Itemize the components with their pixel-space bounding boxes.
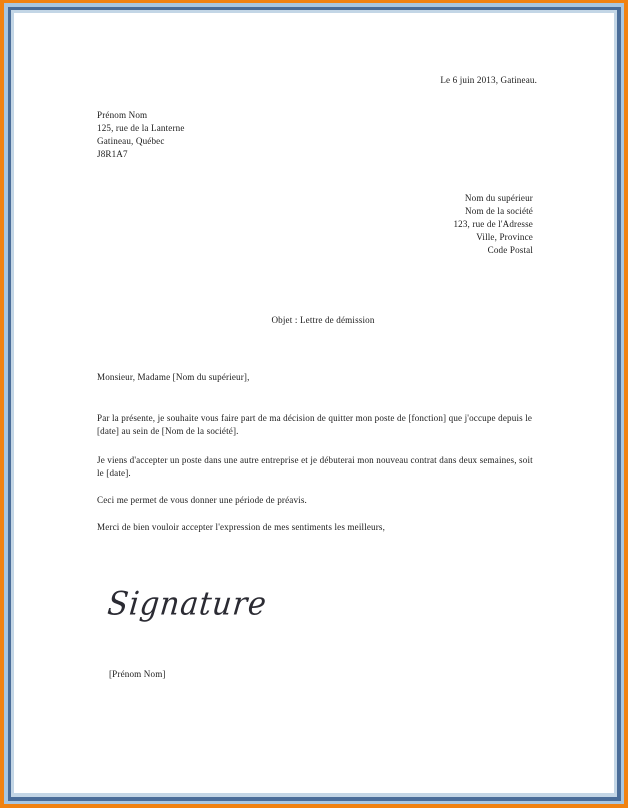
recipient-name: Nom du supérieur: [464, 193, 533, 203]
recipient-postal-code: Code Postal: [487, 244, 533, 255]
recipient-company: Nom de la société: [465, 205, 533, 216]
recipient-street: 123, rue de l'Adresse: [453, 218, 533, 229]
salutation-line: Monsieur, Madame [Nom du supérieur],: [97, 372, 250, 382]
signatory-name: [Prénom Nom]: [109, 669, 166, 679]
sender-postal-code: J8R1A7: [97, 148, 128, 159]
sender-street: 125, rue de la Lanterne: [97, 122, 185, 133]
recipient-address-block: [14, 192, 533, 257]
sender-city-province: Gatineau, Québec: [97, 135, 165, 146]
sender-address-block: [97, 109, 397, 161]
date-line: Le 6 juin 2013, Gatineau.: [440, 75, 537, 85]
paragraph-1: Par la présente, je souhaite vous faire part de ma décision de quitter mon poste de [fonction] que j'occupe depuis le [date] au sein de [Nom de la société].: [97, 413, 533, 436]
letter-body: [14, 13, 614, 793]
paragraph-3: Ceci me permet de vous donner une période de préavis.: [97, 494, 307, 505]
handwritten-signature: Signature: [105, 585, 269, 624]
subject-line: Objet : Lettre de démission: [271, 315, 375, 325]
paragraph-4: Merci de bien vouloir accepter l'expression de mes sentiments les meilleurs,: [97, 521, 386, 532]
sender-name: Prénom Nom: [97, 110, 148, 120]
paragraph-2: Je viens d'accepter un poste dans une autre entreprise et je débuterai mon nouveau contrat dans deux semaines, soit le [date].: [97, 454, 533, 478]
document-page: [14, 13, 614, 793]
letter-paragraphs: [97, 412, 541, 547]
recipient-city-province: Ville, Province: [476, 231, 533, 242]
page-sheet: [14, 13, 614, 793]
